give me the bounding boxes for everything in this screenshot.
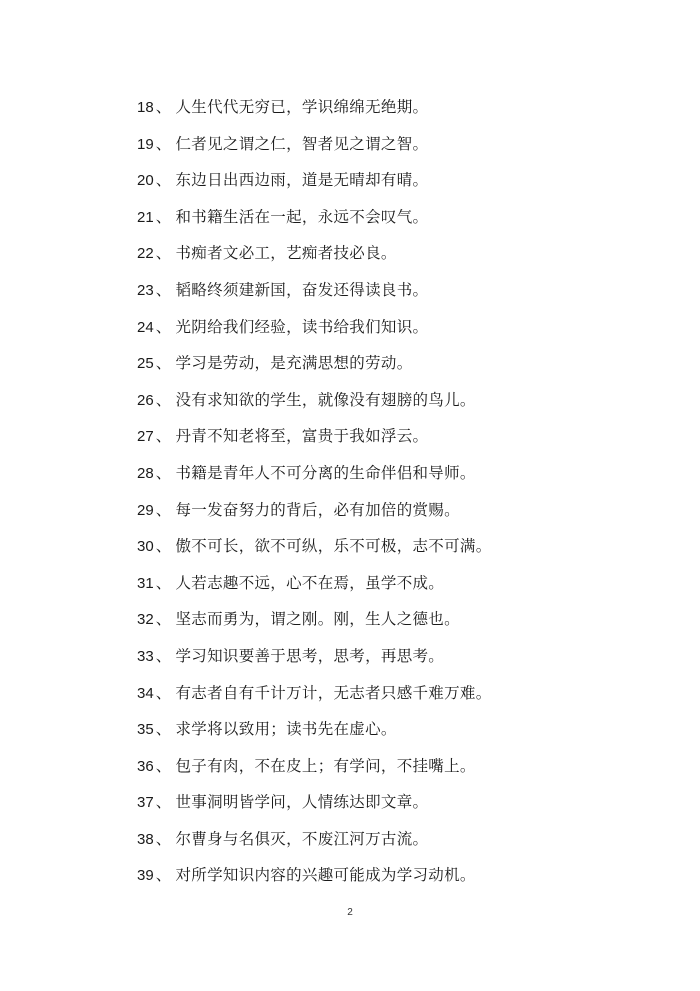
- item-separator: 、: [155, 573, 172, 592]
- list-item: [137, 679, 657, 716]
- list-item: [137, 386, 657, 423]
- item-number: 22: [137, 245, 154, 263]
- item-number: 20: [137, 172, 154, 190]
- list-item: [137, 93, 657, 130]
- item-separator: 、: [155, 427, 172, 446]
- list-item: [137, 861, 657, 898]
- item-separator: 、: [155, 171, 172, 190]
- item-number: 26: [137, 391, 154, 409]
- item-text: 韬略终须建新国，奋发还得读良书。: [175, 280, 429, 299]
- item-separator: 、: [155, 866, 172, 885]
- item-separator: 、: [155, 280, 172, 299]
- item-number: 29: [137, 501, 154, 519]
- item-text: 书籍是青年人不可分离的生命伴侣和导师。: [175, 463, 476, 482]
- item-text: 包子有肉，不在皮上；有学问，不挂嘴上。: [175, 756, 476, 775]
- item-number: 21: [137, 208, 154, 226]
- item-number: 28: [137, 464, 154, 482]
- item-separator: 、: [155, 756, 172, 775]
- item-separator: 、: [155, 829, 172, 848]
- item-text: 尔曹身与名俱灭，不废江河万古流。: [175, 829, 429, 848]
- item-separator: 、: [155, 463, 172, 482]
- list-item: [137, 203, 657, 240]
- list-item: [137, 239, 657, 276]
- item-text: 学习是劳动，是充满思想的劳动。: [175, 354, 413, 373]
- list-item: [137, 788, 657, 825]
- item-text: 光阴给我们经验，读书给我们知识。: [175, 317, 429, 336]
- item-separator: 、: [155, 98, 172, 116]
- item-separator: 、: [155, 537, 172, 556]
- item-text: 没有求知欲的学生，就像没有翅膀的鸟儿。: [175, 390, 476, 409]
- item-separator: 、: [155, 207, 172, 226]
- list-item: [137, 130, 657, 167]
- item-number: 30: [137, 538, 154, 556]
- item-separator: 、: [155, 683, 172, 702]
- item-text: 世事洞明皆学问，人情练达即文章。: [175, 793, 429, 812]
- item-number: 39: [137, 867, 154, 885]
- list-item: [137, 496, 657, 533]
- item-number: 34: [137, 684, 154, 702]
- item-number: 37: [137, 794, 154, 812]
- item-number: 18: [137, 99, 154, 116]
- item-text: 学习知识要善于思考，思考，再思考。: [175, 646, 445, 665]
- item-number: 27: [137, 428, 154, 446]
- list-item: [137, 752, 657, 789]
- item-number: 25: [137, 355, 154, 373]
- item-text: 求学将以致用；读书先在虚心。: [175, 720, 397, 739]
- item-number: 31: [137, 574, 154, 592]
- quote-list: [137, 93, 657, 898]
- item-number: 38: [137, 830, 154, 848]
- item-separator: 、: [155, 244, 172, 263]
- item-number: 32: [137, 611, 154, 629]
- item-separator: 、: [155, 317, 172, 336]
- item-number: 35: [137, 721, 154, 739]
- item-text: 每一发奋努力的背后，必有加倍的赏赐。: [175, 500, 460, 519]
- item-separator: 、: [155, 720, 172, 739]
- item-text: 东边日出西边雨，道是无晴却有晴。: [175, 171, 429, 190]
- item-text: 人若志趣不远，心不在焉，虽学不成。: [175, 573, 445, 592]
- list-item: [137, 349, 657, 386]
- list-item: [137, 825, 657, 862]
- list-item: [137, 422, 657, 459]
- item-separator: 、: [155, 610, 172, 629]
- list-item: [137, 642, 657, 679]
- list-item: [137, 459, 657, 496]
- item-separator: 、: [155, 793, 172, 812]
- item-number: 24: [137, 318, 154, 336]
- item-text: 仁者见之谓之仁，智者见之谓之智。: [175, 134, 429, 153]
- list-item: [137, 313, 657, 350]
- page-number: 2: [347, 907, 353, 918]
- list-item: [137, 532, 657, 569]
- list-item: [137, 569, 657, 606]
- item-number: 19: [137, 135, 154, 153]
- item-text: 和书籍生活在一起，永远不会叹气。: [175, 207, 429, 226]
- list-item: [137, 605, 657, 642]
- item-separator: 、: [155, 354, 172, 373]
- item-number: 36: [137, 757, 154, 775]
- item-separator: 、: [155, 390, 172, 409]
- item-text: 有志者自有千计万计，无志者只感千难万难。: [175, 683, 492, 702]
- list-item: [137, 166, 657, 203]
- item-text: 丹青不知老将至，富贵于我如浮云。: [175, 427, 429, 446]
- item-text: 坚志而勇为，谓之刚。刚，生人之德也。: [175, 610, 460, 629]
- item-number: 23: [137, 281, 154, 299]
- item-text: 傲不可长，欲不可纵，乐不可极，志不可满。: [175, 537, 492, 556]
- item-text: 对所学知识内容的兴趣可能成为学习动机。: [175, 866, 476, 885]
- item-separator: 、: [155, 134, 172, 153]
- item-separator: 、: [155, 500, 172, 519]
- item-text: 书痴者文必工，艺痴者技必良。: [175, 244, 397, 263]
- item-separator: 、: [155, 646, 172, 665]
- list-item: [137, 715, 657, 752]
- item-text: 人生代代无穷已，学识绵绵无绝期。: [175, 98, 429, 116]
- list-item: [137, 276, 657, 313]
- item-number: 33: [137, 647, 154, 665]
